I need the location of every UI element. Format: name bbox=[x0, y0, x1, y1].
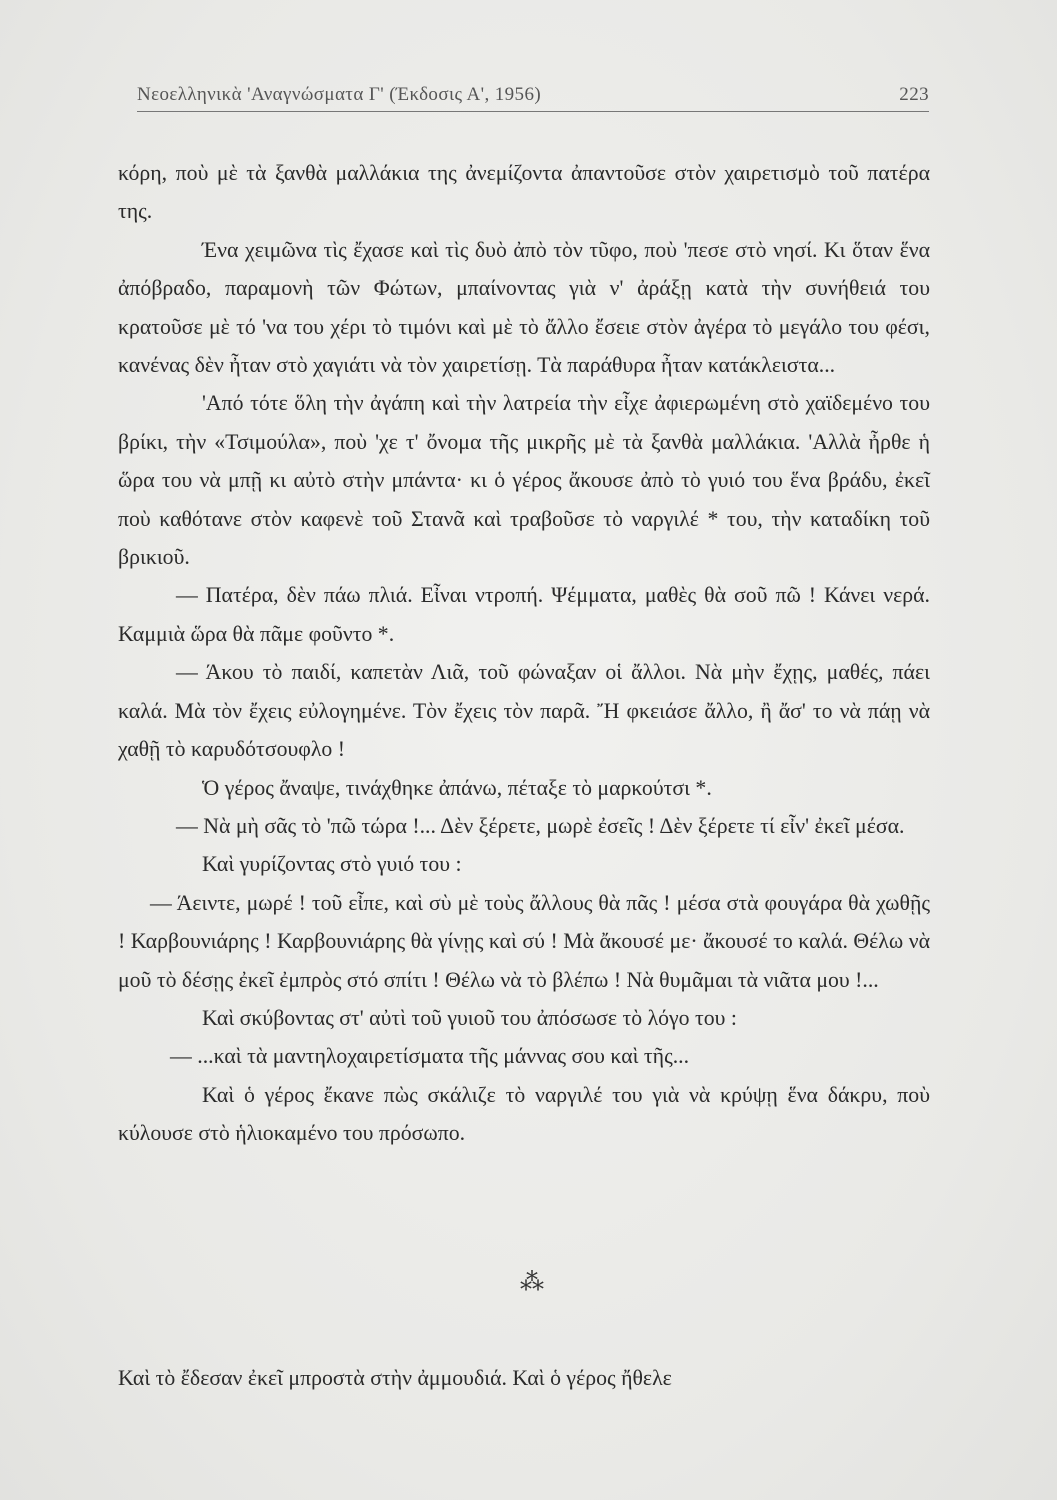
dialogue-line: — ...καὶ τὰ μαντηλοχαιρετίσματα τῆς μάννας σου καὶ τῆς... bbox=[170, 1044, 690, 1069]
paragraph: Καὶ σκύβοντας στ' αὐτὶ τοῦ γυιοῦ του ἀπόσωσε τὸ λόγο του : bbox=[202, 1005, 737, 1030]
dialogue-line: — Άειντε, μωρέ ! τοῦ εἶπε, καὶ σὺ μὲ τοὺς ἄλλους θὰ πᾶς ! μέσα στὰ φουγάρα θὰ χωθῇς ! Καρβουνιάρης ! Καρβουνιάρης θὰ γίνῃς καὶ σύ ! Μὰ ἄκουσέ με· ἄκουσέ το καλά. Θέλω νὰ μοῦ τὸ δέσῃς ἐκεῖ ἐμπρὸς στό σπίτι ! Θέλω νὰ τὸ βλέπω ! Νὰ θυμᾶμαι τὰ νιᾶτα μου !... bbox=[118, 890, 930, 992]
section-separator: ⁂ bbox=[520, 1270, 544, 1296]
running-header bbox=[137, 84, 929, 114]
paragraph: 'Από τότε ὅλη τὴν ἀγάπη καὶ τὴν λατρεία τὴν εἶχε ἀφιερωμένη στὸ χαϊδεμένο του βρίκι, τὴν «Τσιμούλα», ποὺ 'χε τ' ὄνομα τῆς μικρῆς μὲ τὰ ξανθὰ μαλλάκια. 'Αλλὰ ἦρθε ἡ ὥρα του νὰ μπῇ κι αὐτὸ στὴν μπάντα· κι ὁ γέρος ἄκουσε ἀπὸ τὸ γυιό του ἕνα βράδυ, ἐκεῖ ποὺ καθότανε στὸν καφενὲ τοῦ Στανᾶ καὶ τραβοῦσε τὸ ναργιλέ * του, τὴν καταδίκη τοῦ βρικιοῦ. bbox=[118, 391, 930, 570]
body-text bbox=[118, 154, 930, 1153]
dialogue-line: — Άκου τὸ παιδί, καπετὰν Λιᾶ, τοῦ φώναξαν οἱ ἄλλοι. Νὰ μὴν ἔχῃς, μαθές, πάει καλά. Μὰ τὸν ἔχεις εὐλογημένε. Τὸν ἔχεις τὸν παρᾶ. Ἤ φκειάσε ἄλλο, ἢ ἄσ' το νὰ πάῃ νὰ χαθῇ τὸ καρυδότσουφλο ! bbox=[118, 660, 930, 762]
dialogue-line: — Νὰ μὴ σᾶς τὸ 'πῶ τώρα !... Δὲν ξέρετε, μωρὲ ἐσεῖς ! Δὲν ξέρετε τί εἶν' ἐκεῖ μέσα. bbox=[176, 813, 905, 838]
paragraph: Καὶ ὁ γέρος ἔκανε πὼς σκάλιζε τὸ ναργιλέ του γιὰ νὰ κρύψῃ ἕνα δάκρυ, ποὺ κύλουσε στὸ ἡλιοκαμένο του πρόσωπο. bbox=[118, 1082, 930, 1146]
header-rule bbox=[137, 111, 929, 112]
final-line: Καὶ τὸ ἔδεσαν ἐκεῖ μπροστὰ στὴν ἀμμουδιά. Καὶ ὁ γέρος ἤθελε bbox=[118, 1366, 672, 1390]
paragraph: Καὶ γυρίζοντας στὸ γυιό του : bbox=[202, 852, 462, 877]
paragraph: Ὁ γέρος ἄναψε, τινάχθηκε ἀπάνω, πέταξε τὸ μαρκούτσι *. bbox=[202, 775, 712, 800]
paragraph-continuation: κόρη, ποὺ μὲ τὰ ξανθὰ μαλλάκια της ἀνεμίζοντα ἀπαντοῦσε στὸν χαιρετισμὸ τοῦ πατέρα της. bbox=[118, 161, 930, 224]
paragraph: Ένα χειμῶνα τὶς ἔχασε καὶ τὶς δυὸ ἀπὸ τὸν τῦφο, ποὺ 'πεσε στὸ νησί. Κι ὅταν ἕνα ἀπόβραδο, παραμονὴ τῶν Φώτων, μπαίνοντας γιὰ ν' ἀράξῃ κατὰ τὴν συνήθειά του κρατοῦσε μὲ τό 'να του χέρι τὸ τιμόνι καὶ μὲ τὸ ἄλλο ἔσειε στὸν ἀγέρα τὸ μεγάλο του φέσι, κανένας δὲν ἦταν στὸ χαγιάτι νὰ τὸν χαιρετίσῃ. Τὰ παράθυρα ἦταν κατάκλειστα... bbox=[118, 237, 930, 378]
dialogue-line: — Πατέρα, δὲν πάω πλιά. Εἶναι ντροπή. Ψέμματα, μαθὲς θὰ σοῦ πῶ ! Κάνει νερά. Καμμιὰ ὥρα θὰ πᾶμε φοῦντο *. bbox=[118, 583, 930, 646]
header-title: Νεοελληνικὰ 'Αναγνώσματα Γ' (Έκδοσις Α', 1956) bbox=[137, 84, 542, 105]
page-number: 223 bbox=[899, 84, 929, 105]
